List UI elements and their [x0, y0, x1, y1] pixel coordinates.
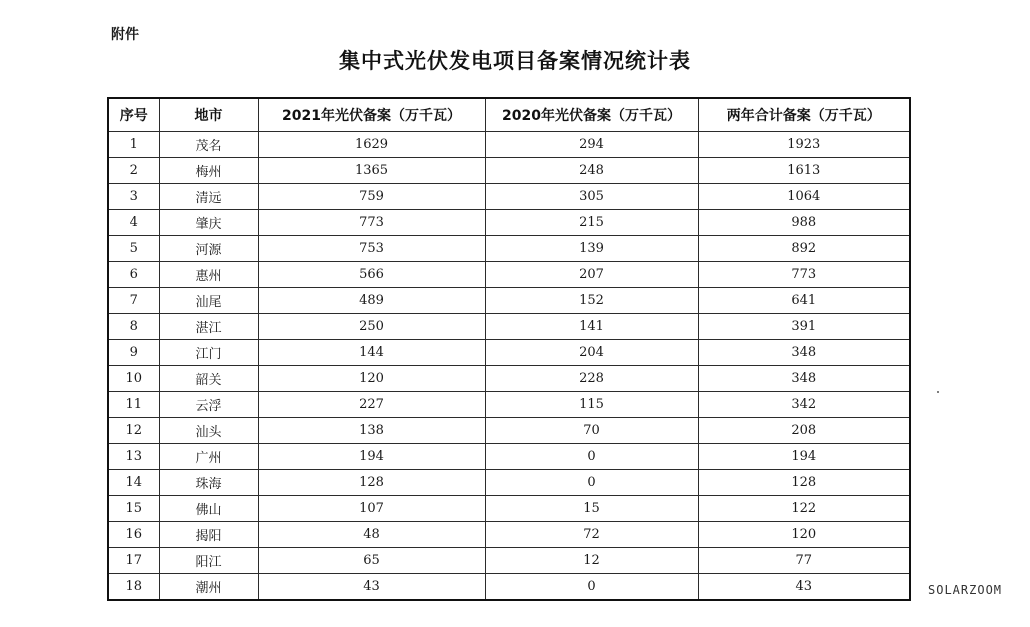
cell-2020: 12: [485, 548, 698, 574]
header-index: 序号: [108, 98, 159, 132]
attachment-label: 附件: [111, 27, 139, 43]
cell-city: 汕尾: [159, 288, 258, 314]
cell-city: 潮州: [159, 574, 258, 601]
cell-city: 肇庆: [159, 210, 258, 236]
cell-2021: 489: [258, 288, 485, 314]
cell-city: 韶关: [159, 366, 258, 392]
cell-total: 1923: [698, 132, 910, 158]
cell-2021: 120: [258, 366, 485, 392]
table-row: [108, 262, 910, 288]
cell-2020: 248: [485, 158, 698, 184]
cell-2021: 227: [258, 392, 485, 418]
table-row: [108, 132, 910, 158]
cell-index: 5: [108, 236, 159, 262]
cell-2020: 294: [485, 132, 698, 158]
cell-2021: 1629: [258, 132, 485, 158]
table-row: [108, 418, 910, 444]
cell-2021: 759: [258, 184, 485, 210]
cell-city: 江门: [159, 340, 258, 366]
cell-index: 18: [108, 574, 159, 601]
cell-index: 4: [108, 210, 159, 236]
cell-2021: 773: [258, 210, 485, 236]
cell-2021: 566: [258, 262, 485, 288]
cell-total: 77: [698, 548, 910, 574]
cell-total: 120: [698, 522, 910, 548]
cell-index: 3: [108, 184, 159, 210]
table-row: [108, 444, 910, 470]
cell-total: 122: [698, 496, 910, 522]
cell-2020: 207: [485, 262, 698, 288]
cell-total: 391: [698, 314, 910, 340]
cell-2021: 194: [258, 444, 485, 470]
cell-2020: 228: [485, 366, 698, 392]
table-header-row: [108, 98, 910, 132]
watermark: SOLARZOOM: [928, 583, 1003, 597]
table-row: [108, 470, 910, 496]
cell-index: 15: [108, 496, 159, 522]
cell-city: 湛江: [159, 314, 258, 340]
cell-2021: 128: [258, 470, 485, 496]
cell-2020: 139: [485, 236, 698, 262]
cell-2020: 141: [485, 314, 698, 340]
cell-2020: 0: [485, 574, 698, 601]
table-row: [108, 158, 910, 184]
table-row: [108, 522, 910, 548]
statistics-table: [107, 97, 911, 601]
cell-index: 13: [108, 444, 159, 470]
cell-total: 1064: [698, 184, 910, 210]
cell-city: 汕头: [159, 418, 258, 444]
cell-city: 梅州: [159, 158, 258, 184]
cell-total: 641: [698, 288, 910, 314]
cell-city: 广州: [159, 444, 258, 470]
cell-city: 云浮: [159, 392, 258, 418]
cell-2020: 72: [485, 522, 698, 548]
table-row: [108, 288, 910, 314]
cell-2020: 115: [485, 392, 698, 418]
table-row: [108, 210, 910, 236]
cell-total: 892: [698, 236, 910, 262]
cell-index: 10: [108, 366, 159, 392]
cell-total: 194: [698, 444, 910, 470]
cell-city: 佛山: [159, 496, 258, 522]
cell-2020: 215: [485, 210, 698, 236]
cell-total: 348: [698, 340, 910, 366]
table-row: [108, 236, 910, 262]
header-total: 两年合计备案（万千瓦）: [698, 98, 910, 132]
cell-total: 342: [698, 392, 910, 418]
cell-2021: 107: [258, 496, 485, 522]
cell-index: 7: [108, 288, 159, 314]
table-row: [108, 340, 910, 366]
cell-total: 43: [698, 574, 910, 601]
cell-city: 河源: [159, 236, 258, 262]
cell-2021: 753: [258, 236, 485, 262]
table-row: [108, 392, 910, 418]
cell-index: 16: [108, 522, 159, 548]
table-row: [108, 184, 910, 210]
table-body: [108, 132, 910, 601]
cell-index: 8: [108, 314, 159, 340]
table-row: [108, 366, 910, 392]
cell-total: 128: [698, 470, 910, 496]
cell-index: 6: [108, 262, 159, 288]
cell-index: 14: [108, 470, 159, 496]
cell-2020: 204: [485, 340, 698, 366]
cell-index: 2: [108, 158, 159, 184]
cell-2020: 0: [485, 470, 698, 496]
cell-2020: 305: [485, 184, 698, 210]
cell-2020: 152: [485, 288, 698, 314]
cell-city: 揭阳: [159, 522, 258, 548]
cell-2021: 1365: [258, 158, 485, 184]
header-2020: 2020年光伏备案（万千瓦）: [485, 98, 698, 132]
cell-2020: 0: [485, 444, 698, 470]
cell-2021: 144: [258, 340, 485, 366]
cell-total: 348: [698, 366, 910, 392]
header-2021: 2021年光伏备案（万千瓦）: [258, 98, 485, 132]
cell-2020: 70: [485, 418, 698, 444]
cell-index: 11: [108, 392, 159, 418]
header-city: 地市: [159, 98, 258, 132]
cell-index: 12: [108, 418, 159, 444]
cell-city: 珠海: [159, 470, 258, 496]
cell-city: 清远: [159, 184, 258, 210]
cell-index: 9: [108, 340, 159, 366]
table-row: [108, 574, 910, 601]
table-row: [108, 496, 910, 522]
cell-2021: 65: [258, 548, 485, 574]
cell-index: 1: [108, 132, 159, 158]
cell-2021: 250: [258, 314, 485, 340]
table-row: [108, 548, 910, 574]
cell-total: 773: [698, 262, 910, 288]
table-row: [108, 314, 910, 340]
cell-total: 1613: [698, 158, 910, 184]
cell-index: 17: [108, 548, 159, 574]
cell-2020: 15: [485, 496, 698, 522]
document-title: 集中式光伏发电项目备案情况统计表: [339, 49, 691, 73]
scan-speck: [937, 391, 939, 393]
cell-2021: 48: [258, 522, 485, 548]
cell-2021: 138: [258, 418, 485, 444]
cell-city: 阳江: [159, 548, 258, 574]
cell-total: 208: [698, 418, 910, 444]
cell-total: 988: [698, 210, 910, 236]
cell-2021: 43: [258, 574, 485, 601]
cell-city: 惠州: [159, 262, 258, 288]
cell-city: 茂名: [159, 132, 258, 158]
